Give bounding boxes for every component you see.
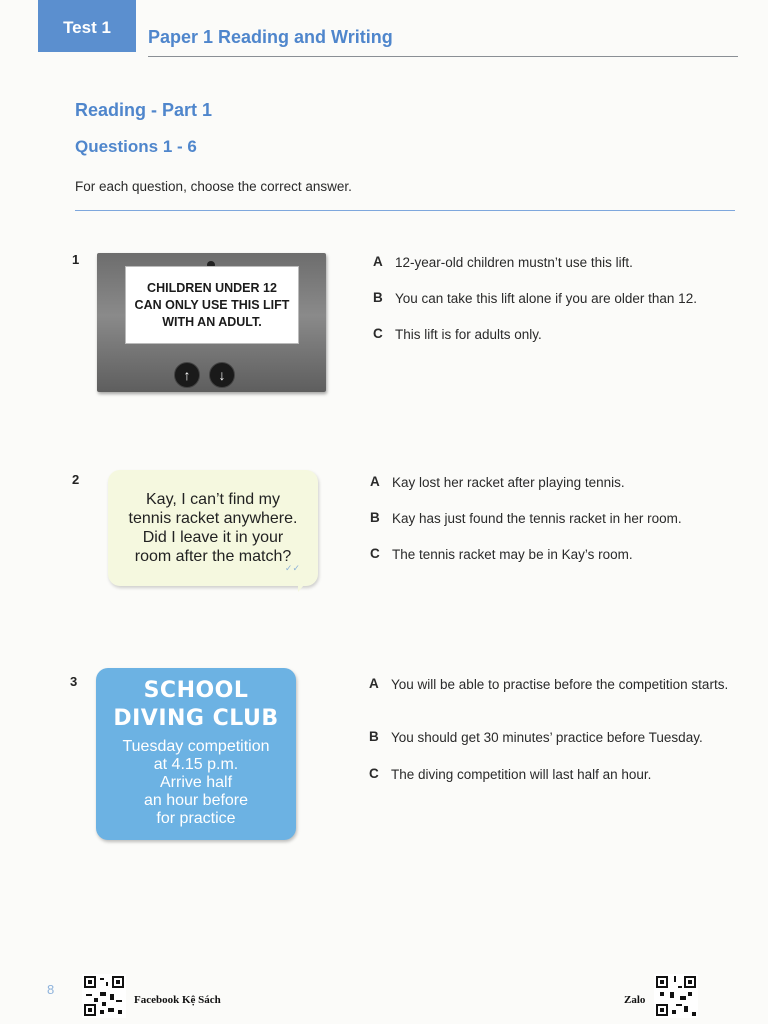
- down-arrow-icon: ↓: [209, 362, 235, 388]
- option-letter: B: [373, 290, 383, 305]
- question-number: 3: [70, 674, 78, 689]
- option-letter: C: [370, 546, 380, 561]
- questions-range-title: Questions 1 - 6: [75, 137, 197, 156]
- option-a[interactable]: [373, 254, 743, 271]
- notice-line: Arrive half: [159, 774, 233, 791]
- notice-body: [96, 738, 296, 828]
- message-line: room after the match?: [134, 548, 292, 565]
- sign-line: CHILDREN UNDER 12: [147, 280, 277, 295]
- sign-line: WITH AN ADULT.: [162, 314, 262, 329]
- option-c[interactable]: [373, 326, 743, 343]
- double-check-icon: ✓✓: [284, 563, 300, 573]
- option-letter: C: [373, 326, 383, 341]
- notice-line: at 4.15 p.m.: [153, 756, 239, 773]
- bubble-tail: [298, 578, 310, 592]
- notice-title-line: DIVING CLUB: [113, 706, 279, 731]
- lift-notice: [125, 266, 299, 344]
- test-tab-label: Test 1: [63, 18, 111, 37]
- option-a[interactable]: [370, 474, 740, 491]
- option-letter: A: [369, 676, 379, 691]
- option-b[interactable]: [373, 290, 743, 307]
- diving-club-notice: [96, 668, 296, 840]
- option-text: Kay lost her racket after playing tennis.: [392, 475, 625, 490]
- option-text: You will be able to practise before the competition starts.: [391, 677, 729, 692]
- notice-title: [96, 677, 296, 733]
- page-number: 8: [47, 982, 55, 997]
- section-title: Reading - Part 1: [75, 100, 213, 120]
- question-number: 2: [72, 472, 80, 487]
- test-tab: [38, 0, 136, 52]
- sign-line: CAN ONLY USE THIS LIFT: [134, 297, 290, 312]
- message-line: Did I leave it in your: [142, 529, 284, 546]
- option-text: 12-year-old children mustn’t use this lift.: [395, 255, 633, 270]
- option-letter: B: [370, 510, 380, 525]
- message-line: tennis racket anywhere.: [128, 510, 298, 527]
- qr-code-icon[interactable]: [82, 974, 126, 1018]
- option-letter: A: [373, 254, 383, 269]
- zalo-label: Zalo: [624, 994, 646, 1006]
- up-arrow-icon: ↑: [174, 362, 200, 388]
- option-a[interactable]: [369, 676, 739, 693]
- option-letter: B: [369, 729, 379, 744]
- option-b[interactable]: [369, 729, 744, 746]
- option-text: The tennis racket may be in Kay’s room.: [392, 547, 633, 562]
- paper-title: Paper 1 Reading and Writing: [148, 27, 393, 47]
- notice-line: Tuesday competition: [122, 738, 270, 755]
- option-letter: A: [370, 474, 380, 489]
- chat-message-bubble: [108, 470, 318, 586]
- option-text: Kay has just found the tennis racket in her room.: [392, 511, 682, 526]
- notice-title-line: SCHOOL: [143, 678, 249, 703]
- message-line: Kay, I can’t find my: [146, 491, 280, 508]
- qr-code-icon[interactable]: [654, 974, 698, 1018]
- header-divider: [148, 56, 738, 57]
- lift-sign-image: [97, 253, 326, 392]
- question-number: 1: [72, 252, 80, 267]
- section-divider: [75, 210, 735, 211]
- option-letter: C: [369, 766, 379, 781]
- option-text: You can take this lift alone if you are older than 12.: [395, 291, 697, 306]
- option-text: The diving competition will last half an hour.: [391, 767, 652, 782]
- facebook-label: Facebook Kệ Sách: [134, 994, 221, 1006]
- notice-line: an hour before: [143, 792, 249, 809]
- option-c[interactable]: [370, 546, 740, 563]
- notice-line: for practice: [156, 810, 236, 827]
- option-text: You should get 30 minutes’ practice before Tuesday.: [391, 730, 703, 745]
- option-text: This lift is for adults only.: [395, 327, 542, 342]
- option-b[interactable]: [370, 510, 740, 527]
- option-c[interactable]: [369, 766, 739, 783]
- instructions: For each question, choose the correct answer.: [75, 179, 352, 194]
